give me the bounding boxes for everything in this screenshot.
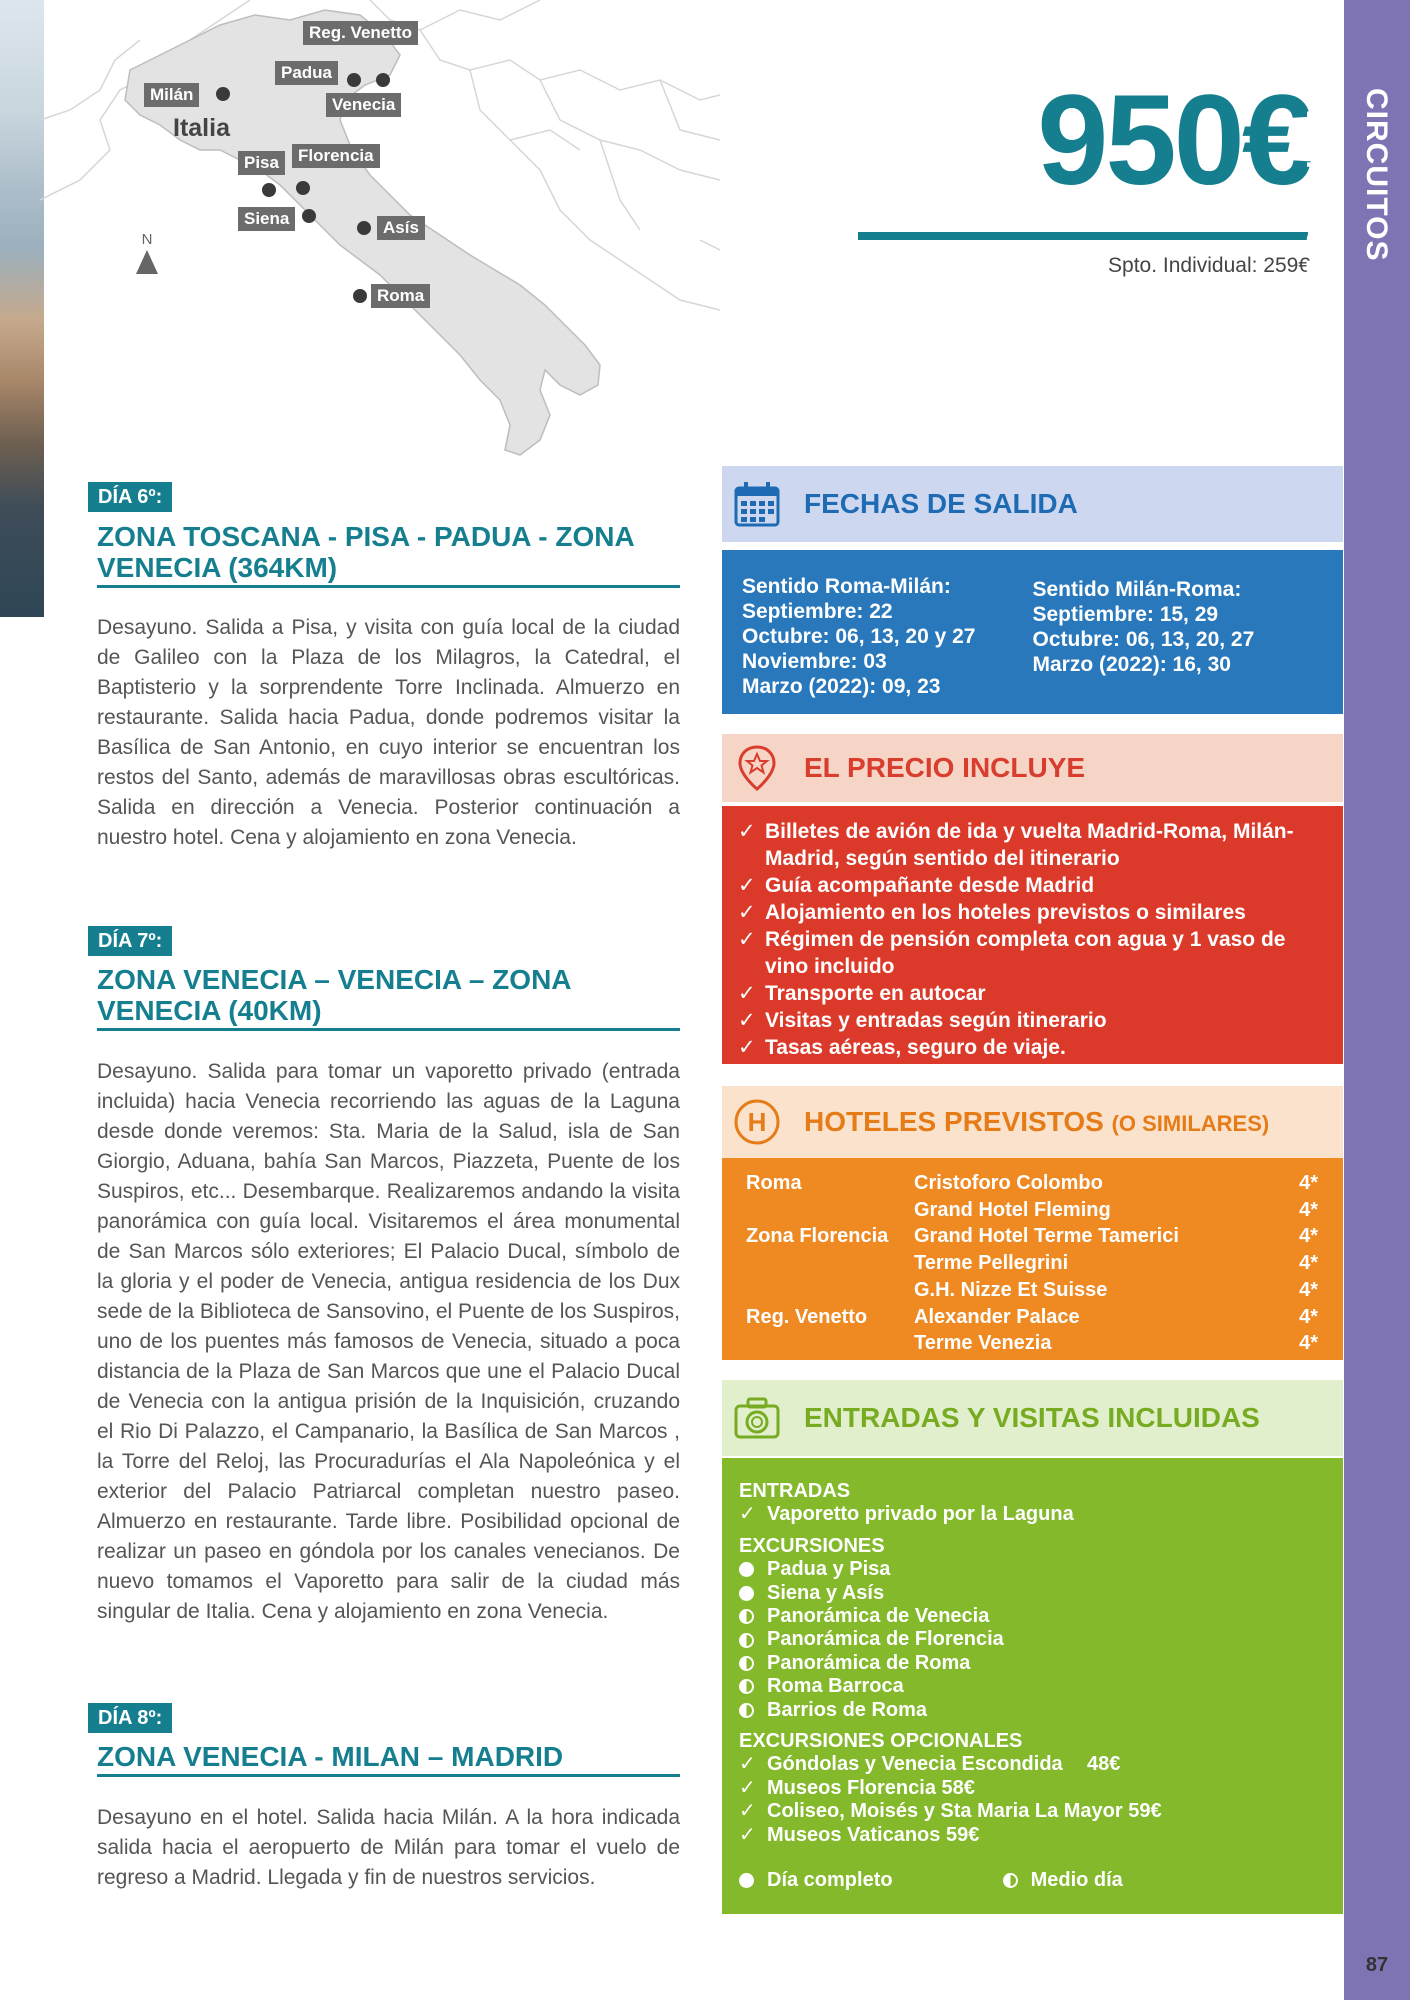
hotel-city: [746, 1250, 914, 1277]
check-icon: ✓: [738, 820, 756, 843]
departure-dates-header: [722, 466, 1343, 542]
hotel-city: [746, 1277, 914, 1304]
excursiones-label: EXCURSIONES: [739, 1534, 885, 1557]
check-icon: ✓: [739, 1800, 756, 1823]
dates-roma-milan: [742, 574, 1033, 714]
dates-line: Septiembre: 15, 29: [1032, 603, 1219, 626]
list-item: [738, 1007, 1325, 1034]
day-6-title: ZONA TOSCANA - PISA - PADUA - ZONA VENECIA (364KM): [97, 521, 680, 588]
day-8-body: Desayuno en el hotel. Salida hacia Milán. A la hora indicada salida hacia el aeropuerto de Milán para tomar el vuelo de regreso a Madrid. Llegada y fin de nuestros servicios.: [97, 1806, 680, 1889]
map-dot-milan: [216, 87, 230, 101]
hotels-title: [804, 1106, 1269, 1138]
list-item-price: 48€: [1087, 1753, 1121, 1776]
check-icon: ✓: [739, 1503, 756, 1526]
dates-line: Sentido Roma-Milán:: [742, 575, 951, 598]
list-item-text: Panorámica de Venecia: [767, 1605, 990, 1628]
list-item-text: Padua y Pisa: [767, 1558, 891, 1581]
list-item: [739, 1800, 1325, 1823]
list-item: [738, 899, 1325, 926]
hotel-stars: 4*: [1299, 1225, 1318, 1248]
dates-line: Septiembre: 22: [742, 600, 893, 623]
section-title: CIRCUITOS INTERNACIONALES: [1300, 88, 1393, 392]
list-item-text: Régimen de pensión completa con agua y 1 vaso de vino incluido: [765, 928, 1286, 978]
map-label-pisa: Pisa: [238, 151, 285, 175]
entradas-label: ENTRADAS: [739, 1480, 851, 1502]
hotels-title-small: (O SIMILARES): [1111, 1111, 1270, 1136]
visits-header: [722, 1380, 1343, 1456]
legend-label: Medio día: [1030, 1869, 1123, 1892]
list-item: [739, 1675, 1325, 1698]
map-dot-roma: [353, 289, 367, 303]
list-item: [738, 980, 1325, 1007]
departure-dates-title: FECHAS DE SALIDA: [804, 488, 1078, 519]
dates-line: Octubre: 06, 13, 20 y 27: [742, 625, 976, 648]
hotel-stars: 4*: [1299, 1252, 1318, 1275]
map-label-asis: Asís: [377, 216, 425, 240]
list-item: [738, 818, 1325, 872]
list-item: [739, 1558, 1325, 1581]
check-icon: ✓: [738, 1009, 756, 1032]
hotel-stars: 4*: [1299, 1305, 1318, 1328]
departure-dates-body: [722, 550, 1343, 714]
list-item-text: Tasas aéreas, seguro de viaje.: [765, 1036, 1066, 1059]
check-icon: ✓: [738, 1036, 756, 1059]
list-item: [739, 1699, 1325, 1722]
opcionales-label: EXCURSIONES OPCIONALES: [739, 1730, 1023, 1753]
map-dot-pisa: [262, 183, 276, 197]
list-item: [739, 1628, 1325, 1651]
list-item: [739, 1824, 1325, 1847]
map-dot-siena: [302, 209, 316, 223]
check-icon: ✓: [738, 982, 756, 1005]
full-day-icon: [739, 1873, 754, 1888]
italy-map: [40, 0, 720, 460]
calendar-icon: [732, 479, 782, 529]
list-item-text: Roma Barroca: [767, 1675, 904, 1698]
list-item: [739, 1582, 1325, 1605]
list-item-text: Billetes de avión de ida y vuelta Madrid-Roma, Milán-Madrid, según sentido del itinerario: [765, 820, 1294, 870]
legend-label: Día completo: [767, 1869, 893, 1892]
hotel-name: Terme Venezia: [914, 1332, 1052, 1355]
visits-title: ENTRADAS Y VISITAS INCLUIDAS: [804, 1402, 1260, 1433]
check-icon: ✓: [738, 901, 756, 924]
legend-full-day: [739, 1869, 893, 1892]
check-icon: ✓: [739, 1776, 756, 1799]
travel-photo: [0, 0, 44, 617]
price-amount: 950€: [1037, 69, 1310, 212]
legend: [739, 1869, 1325, 1892]
hotel-name: Grand Hotel Terme Tamerici: [914, 1225, 1179, 1248]
check-icon: ✓: [738, 928, 756, 951]
list-item-text: Transporte en autocar: [765, 982, 986, 1005]
map-dot-florencia: [296, 181, 310, 195]
hotel-city: Zona Florencia: [746, 1225, 889, 1248]
hotel-stars: 4*: [1299, 1172, 1318, 1194]
hotel-name: Cristoforo Colombo: [914, 1172, 1103, 1194]
map-label-venecia: Venecia: [326, 93, 401, 117]
hotel-name: Alexander Palace: [914, 1305, 1080, 1328]
day-8-title: ZONA VENECIA - MILAN – MADRID: [97, 1741, 680, 1777]
table-row: [746, 1330, 1321, 1357]
map-label-roma: Roma: [371, 284, 430, 308]
list-item-text: Barrios de Roma: [767, 1698, 928, 1721]
table-row: [746, 1277, 1321, 1304]
legend-half-day: [1003, 1869, 1123, 1892]
hotel-name: Grand Hotel Fleming: [914, 1198, 1111, 1221]
day-8-tag: DÍA 8º:: [88, 1703, 172, 1733]
list-item-text: Coliseo, Moisés y Sta Maria La Mayor 59€: [767, 1800, 1162, 1823]
map-country-label: Italia: [173, 114, 230, 142]
list-item-text: Alojamiento en los hoteles previstos o similares: [765, 901, 1246, 924]
badge-star-icon: [732, 743, 782, 793]
list-item-text: Vaporetto privado por la Laguna: [767, 1503, 1074, 1526]
list-item: [739, 1753, 1325, 1776]
day-7-body: Desayuno. Salida para tomar un vaporetto privado (entrada incluida) hacia Venecia recorriendo las aguas de la Laguna desde donde veremos: Sta. Maria de la Salud, isla de San Giorgio, Aduana, bahía San Marcos, Piazzeta, Puente de los Suspiros, etc... Desembarque. Realizaremos andando la visita panorámica con guía local. Visitaremos el área monumental de San Marcos sólo exteriores; El Palacio Ducal, símbolo de la gloria y el poder de Venecia, antigua residencia de los Dux sede de la Biblioteca de Sansovino, el Puente de los Suspiros, uno de los puentes más famosos de Venecia, situado a poca distancia de la Plaza de San Marcos que une el Palacio Ducal de Venecia con la antigua prisión de la Inquisición, cruzando el Rio Di Palazzo, el Campanario, la Basílica de San Marcos , la Torre del Reloj, las Procuradurías el Ala Napoleónica y el exterior del Palacio Patriarcal completan nuestro paseo. Almuerzo en restaurante. Tarde libre. Posibilidad opcional de realizar un paseo en góndola por los canales venecianos. De nuevo tomamos el Vaporetto para salir de la ciudad más singular de Italia. Cena y alojamiento en zona Venecia.: [97, 1060, 680, 1623]
svg-text:H: H: [747, 1107, 767, 1137]
hotel-city: [746, 1330, 914, 1357]
full-day-icon: [739, 1562, 754, 1577]
day-6-tag: DÍA 6º:: [88, 482, 172, 512]
dates-milan-roma: [1033, 574, 1324, 714]
dates-line: Noviembre: 03: [742, 650, 887, 673]
hotels-header: [722, 1086, 1343, 1158]
map-label-siena: Siena: [238, 207, 295, 231]
list-item: [739, 1503, 1325, 1526]
map-dot-venecia: [376, 73, 390, 87]
hotel-name: Terme Pellegrini: [914, 1252, 1069, 1275]
dates-line: Octubre: 06, 13, 20, 27: [1032, 628, 1255, 651]
hotel-stars: 4*: [1299, 1332, 1318, 1355]
day-6-body: Desayuno. Salida a Pisa, y visita con guía local de la ciudad de Galileo con la Plaza de los Milagros, la Catedral, el Baptisterio y la sorprendente Torre Inclinada. Almuerzo en restaurante. Salida hacia Padua, donde podremos visitar la Basílica de San Antonio, en cuyo interior se encuentran los restos del Santo, además de maravillosas obras escultóricas. Salida en dirección a Venecia. Posterior continuación a nuestro hotel. Cena y alojamiento en zona Venecia.: [97, 616, 680, 849]
hotel-stars: 4*: [1299, 1278, 1318, 1301]
hotels-title-main: HOTELES PREVISTOS: [804, 1106, 1104, 1137]
price-includes-title: EL PRECIO INCLUYE: [804, 752, 1086, 783]
list-item: [738, 926, 1325, 980]
hotel-stars: 4*: [1299, 1198, 1318, 1221]
map-label-reg-venetto: Reg. Venetto: [303, 21, 418, 45]
map-label-florencia: Florencia: [292, 144, 380, 168]
half-day-icon: [739, 1679, 754, 1694]
camera-icon: [732, 1393, 782, 1443]
list-item-text: Panorámica de Roma: [767, 1651, 971, 1674]
price-divider: [858, 232, 1308, 240]
half-day-icon: [1003, 1873, 1018, 1888]
list-item-text: Panorámica de Florencia: [767, 1628, 1004, 1651]
hotel-city: [746, 1197, 914, 1224]
check-icon: ✓: [739, 1753, 756, 1776]
dates-line: Marzo (2022): 16, 30: [1032, 653, 1231, 676]
north-label: N: [141, 231, 153, 248]
list-item-text: Guía acompañante desde Madrid: [765, 874, 1095, 897]
list-item-text: Siena y Asís: [767, 1581, 885, 1604]
hotel-icon: [732, 1097, 782, 1147]
map-dot-asis: [357, 221, 371, 235]
list-item: [738, 1034, 1325, 1061]
table-row: [746, 1197, 1321, 1224]
list-item: [739, 1605, 1325, 1628]
table-row: [746, 1250, 1321, 1277]
check-icon: ✓: [738, 874, 756, 897]
visits-body: [722, 1458, 1343, 1914]
map-label-padua: Padua: [275, 61, 338, 85]
full-day-icon: [739, 1586, 754, 1601]
list-item-text: Visitas y entradas según itinerario: [765, 1009, 1107, 1032]
list-item-text: Góndolas y Venecia Escondida: [767, 1753, 1063, 1776]
list-item: [739, 1777, 1325, 1800]
table-row: [746, 1223, 1321, 1250]
single-supplement: Spto. Individual: 259€: [1108, 254, 1310, 277]
hotels-table: [722, 1158, 1343, 1360]
north-arrow-icon: [136, 232, 158, 274]
price-includes-list: [722, 806, 1343, 1064]
page-number: 87: [1365, 1954, 1389, 1976]
dates-line: Marzo (2022): 09, 23: [742, 675, 941, 698]
check-icon: ✓: [739, 1823, 756, 1846]
half-day-icon: [739, 1609, 754, 1624]
dates-line: Sentido Milán-Roma:: [1032, 578, 1242, 601]
list-item: [738, 872, 1325, 899]
table-row: [746, 1170, 1321, 1197]
half-day-icon: [739, 1633, 754, 1648]
list-item-text: Museos Vaticanos 59€: [767, 1823, 980, 1846]
price-includes-header: [722, 734, 1343, 802]
half-day-icon: [739, 1703, 754, 1718]
map-dot-padua: [347, 73, 361, 87]
map-label-milan: Milán: [144, 83, 199, 107]
table-row: [746, 1304, 1321, 1331]
hotel-name: G.H. Nizze Et Suisse: [914, 1278, 1108, 1301]
half-day-icon: [739, 1656, 754, 1671]
list-item-text: Museos Florencia 58€: [767, 1776, 975, 1799]
day-7-title: ZONA VENECIA – VENECIA – ZONA VENECIA (40KM): [97, 964, 680, 1031]
day-7-tag: DÍA 7º:: [88, 926, 172, 956]
hotel-city: Roma: [746, 1172, 802, 1194]
list-item: [739, 1652, 1325, 1675]
hotel-city: Reg. Venetto: [746, 1305, 868, 1328]
